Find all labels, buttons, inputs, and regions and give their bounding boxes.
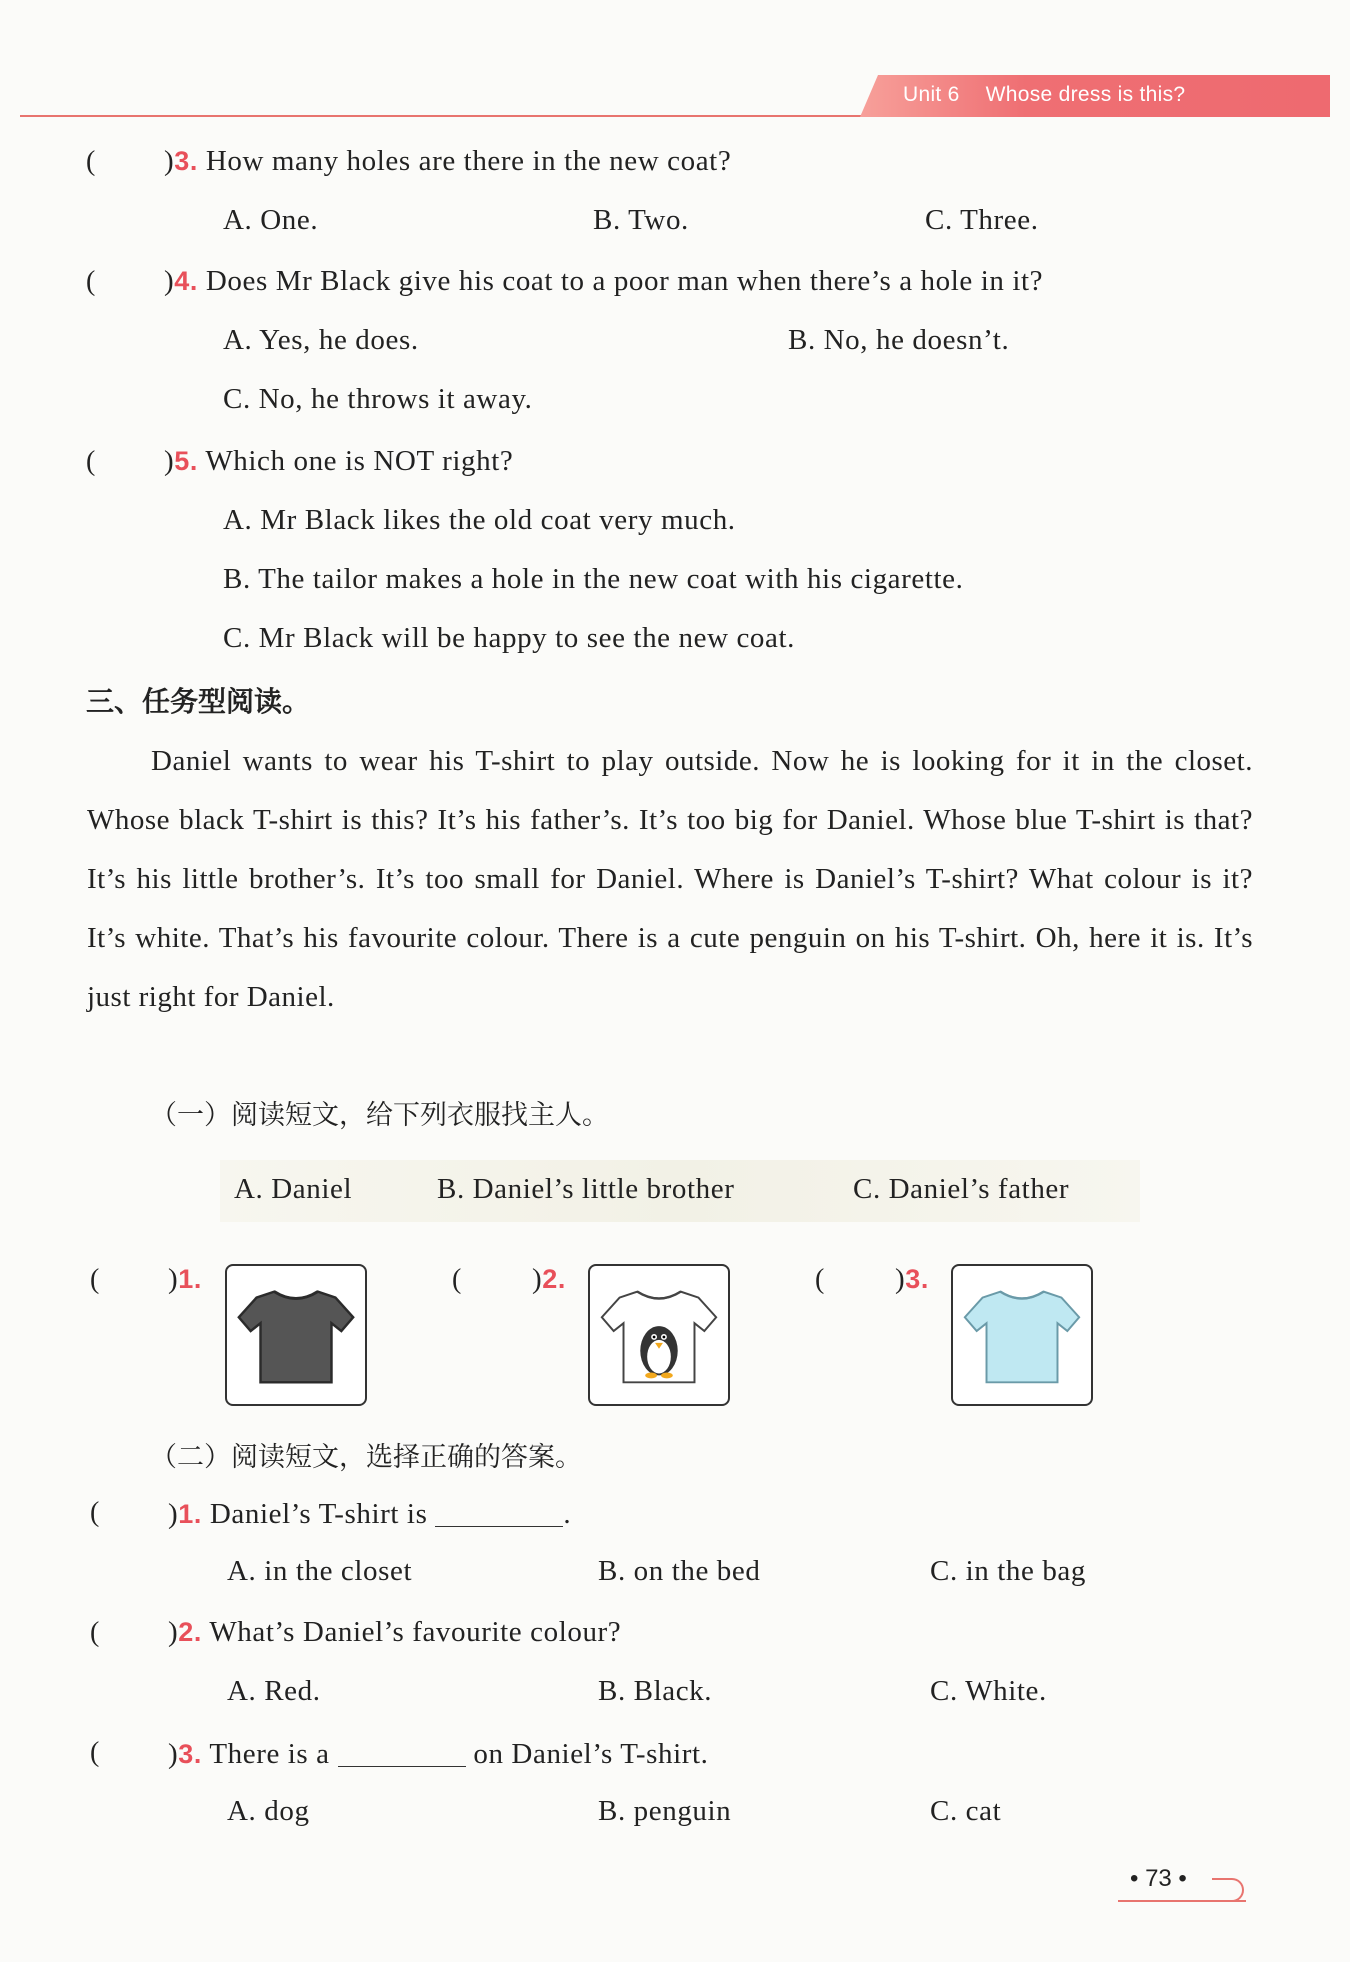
p2-question-2: )2. What’s Daniel’s favourite colour? — [168, 1616, 622, 1648]
option-b: B. No, he doesn’t. — [788, 324, 1010, 356]
option-c: C. Three. — [925, 204, 1039, 236]
option-c: C. cat — [930, 1795, 1002, 1827]
option-a: A. Yes, he does. — [223, 324, 419, 356]
question-4: )4. Does Mr Black give his coat to a poor man when there’s a hole in it? — [164, 265, 1044, 297]
item-2-label: )2. — [532, 1263, 566, 1295]
option-c: C. No, he throws it away. — [223, 383, 533, 415]
unit-label: Unit 6 — [903, 83, 960, 106]
option-a: A. in the closet — [227, 1555, 413, 1587]
item-1-label: )1. — [168, 1263, 202, 1295]
question-5: )5. Which one is NOT right? — [164, 445, 514, 477]
part2-title: （二）阅读短文，选择正确的答案。 — [150, 1442, 582, 1473]
option-c: C. Mr Black will be happy to see the new coat. — [223, 622, 796, 654]
option-b: B. penguin — [598, 1795, 732, 1827]
blue-tshirt-icon — [951, 1264, 1093, 1406]
option-a: A. Red. — [227, 1675, 321, 1707]
item-3-label: )3. — [895, 1263, 929, 1295]
option-b: B. Black. — [598, 1675, 713, 1707]
answer-paren[interactable]: ( — [86, 446, 96, 477]
header-label — [903, 83, 1185, 107]
option-b: B. Two. — [593, 204, 689, 236]
answer-paren[interactable]: ( — [90, 1264, 100, 1295]
owner-b: B. Daniel’s little brother — [437, 1173, 735, 1205]
question-3: )3. How many holes are there in the new coat? — [164, 145, 732, 177]
answer-paren[interactable]: ( — [815, 1264, 825, 1295]
answer-paren[interactable]: ( — [90, 1617, 100, 1648]
answer-paren[interactable]: ( — [90, 1497, 100, 1528]
option-a: A. Mr Black likes the old coat very much. — [223, 504, 736, 536]
owner-c: C. Daniel’s father — [853, 1173, 1070, 1205]
section-title: 三、任务型阅读。 — [86, 685, 311, 718]
option-a: A. dog — [227, 1795, 310, 1827]
answer-paren[interactable]: ( — [452, 1264, 462, 1295]
option-c: C. in the bag — [930, 1555, 1087, 1587]
penguin-tshirt-icon — [588, 1264, 730, 1406]
option-c: C. White. — [930, 1675, 1047, 1707]
answer-blank[interactable] — [435, 1496, 563, 1527]
page-number: • 73 • — [1130, 1865, 1187, 1892]
p2-question-1: )1. Daniel’s T-shirt is . — [168, 1498, 572, 1530]
owner-a: A. Daniel — [234, 1173, 353, 1205]
answer-blank[interactable] — [338, 1736, 466, 1767]
unit-title: Whose dress is this? — [985, 83, 1186, 106]
reading-passage — [87, 732, 1253, 1027]
p2-question-3: )3. There is a on Daniel’s T-shirt. — [168, 1738, 709, 1770]
black-tshirt-icon — [225, 1264, 367, 1406]
passage-text: Daniel wants to wear his T-shirt to play outside. Now he is looking for it in the closet. Whose black T-shirt is this? It’s his father’s. It’s too big for Daniel. Whose blue T-shirt is that? It’s his little brother’s. It’s too small for Daniel. Where is Daniel’s T-shirt? What colour is it? It’s white. That’s his favourite colour. There is a cute penguin on his T-shirt. Oh, here it is. It’s just right for Daniel. — [87, 745, 1253, 1013]
option-b: B. The tailor makes a hole in the new coat with his cigarette. — [223, 563, 964, 595]
option-a: A. One. — [223, 204, 319, 236]
page-curl-decoration — [1212, 1878, 1244, 1902]
option-b: B. on the bed — [598, 1555, 761, 1587]
answer-paren[interactable]: ( — [86, 146, 96, 177]
part1-title: （一）阅读短文，给下列衣服找主人。 — [150, 1100, 609, 1131]
answer-paren[interactable]: ( — [86, 266, 96, 297]
answer-paren[interactable]: ( — [90, 1737, 100, 1768]
